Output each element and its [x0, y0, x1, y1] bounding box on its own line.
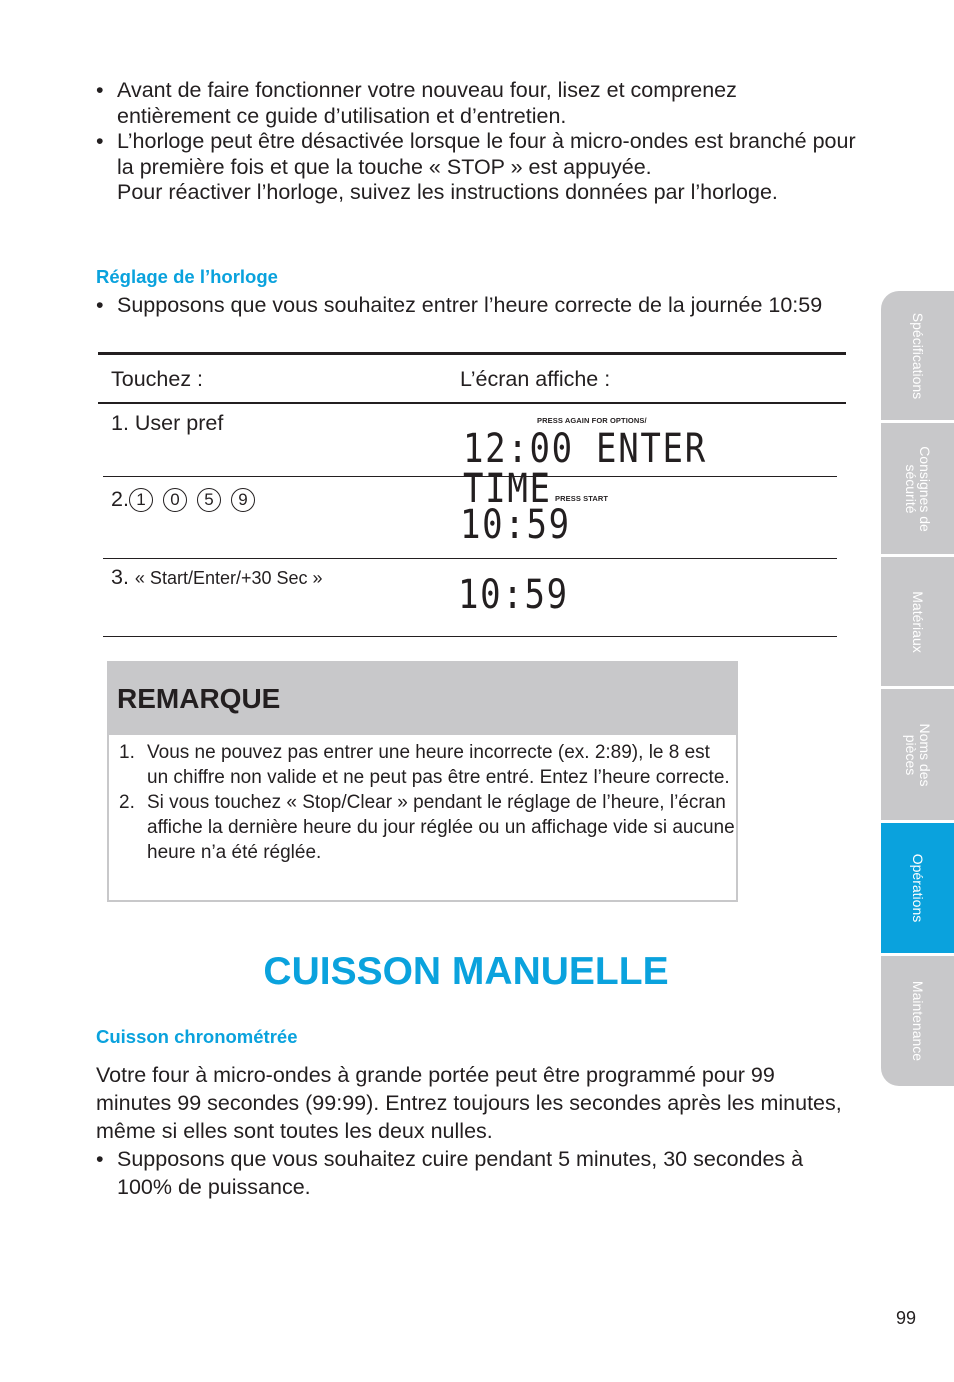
- bullet-dot: •: [96, 1147, 104, 1171]
- tab-maintenance[interactable]: [881, 956, 954, 1086]
- bullet-dot: •: [96, 293, 104, 317]
- tab-label: Maintenance: [909, 980, 926, 1062]
- manual-subheading: Cuisson chronométrée: [96, 1026, 298, 1047]
- note-list: [109, 735, 736, 865]
- row-3-text: « Start/Enter/+30 Sec »: [134, 568, 323, 588]
- tab-safety[interactable]: [881, 423, 954, 554]
- note-item: [119, 740, 736, 790]
- key-0-icon: 0: [163, 488, 187, 512]
- manual-body: [96, 1061, 856, 1201]
- col-header-touch: Touchez :: [111, 367, 204, 391]
- clock-bullets: [96, 292, 856, 319]
- side-tabs: [881, 291, 954, 1089]
- row-2-display-hint: PRESS START: [555, 494, 609, 503]
- section-title: CUISSON MANUELLE: [263, 950, 669, 993]
- tab-label: Spécifications: [909, 312, 926, 399]
- row-1-display-hint: PRESS AGAIN FOR OPTIONS/: [537, 416, 647, 425]
- row-2-touch: [111, 487, 265, 512]
- note-item-2-number: 2.: [119, 792, 135, 813]
- row-3-display: 10:59: [458, 572, 569, 618]
- row-2-prefix: 2.: [111, 487, 129, 511]
- intro-bullet-2: [96, 129, 856, 206]
- row-2-display: 10:59: [460, 502, 571, 548]
- note-title: REMARQUE: [109, 663, 736, 735]
- note-item-2-text: Si vous touchez « Stop/Clear » pendant le réglage de l’heure, l’écran affiche la dernière heure du jour réglée ou un affichage vide si aucune heure n’a été réglée.: [147, 792, 735, 863]
- tab-label: Matériaux: [909, 590, 926, 653]
- col-header-display: L’écran affiche :: [460, 367, 611, 391]
- tab-label: Noms des pièces: [902, 722, 933, 787]
- intro-bullet-2-text: L’horloge peut être désactivée lorsque le four à micro-ondes est branché pour la première fois et que la touche « STOP » est appuyée.: [117, 129, 856, 179]
- key-9-icon: 9: [231, 488, 255, 512]
- tab-operations[interactable]: [881, 823, 954, 953]
- clock-heading: Réglage de l’horloge: [96, 266, 278, 287]
- intro-bullet-2-continuation: Pour réactiver l’horloge, suivez les instructions données par l’horloge.: [117, 180, 778, 204]
- manual-paragraph: Votre four à micro-ondes à grande portée peut être programmé pour 99 minutes 99 secondes (99:99). Entrez toujours les secondes après les minutes, même si elles sont toutes les deux nulles.: [96, 1063, 842, 1143]
- table-row: [103, 559, 837, 637]
- key-1-icon: 1: [129, 488, 153, 512]
- note-box: [107, 661, 738, 902]
- clock-table: [98, 352, 846, 637]
- row-1-display: 12:00 ENTER TIME: [463, 426, 707, 512]
- clock-bullet: [96, 292, 856, 319]
- note-item-1-number: 1.: [119, 742, 135, 763]
- table-header: [98, 355, 846, 402]
- bullet-dot: •: [96, 78, 104, 102]
- page-number: 99: [896, 1308, 917, 1328]
- key-5-icon: 5: [197, 488, 221, 512]
- intro-bullets: [96, 78, 856, 206]
- note-item: [119, 790, 736, 865]
- note-item-1-text: Vous ne pouvez pas entrer une heure incorrecte (ex. 2:89), le 8 est un chiffre non valide et ne peut pas être entré. Entez l’heure correcte.: [147, 742, 730, 788]
- bullet-dot: •: [96, 129, 104, 153]
- row-3-touch: [111, 565, 323, 590]
- row-1-touch: 1. User pref: [111, 411, 224, 435]
- clock-bullet-text: Supposons que vous souhaitez entrer l’heure correcte de la journée 10:59: [117, 293, 823, 317]
- tab-parts[interactable]: [881, 689, 954, 820]
- intro-bullet-1-text: Avant de faire fonctionner votre nouveau four, lisez et comprenez entièrement ce guide d’utilisation et d’entretien.: [117, 78, 737, 128]
- intro-bullet-1: [96, 78, 856, 129]
- tab-materials[interactable]: [881, 557, 954, 686]
- tab-specifications[interactable]: [881, 291, 954, 420]
- manual-bullet-text: Supposons que vous souhaitez cuire pendant 5 minutes, 30 secondes à 100% de puissance.: [117, 1147, 804, 1199]
- tab-label: Consignes de sécurité: [902, 445, 933, 532]
- manual-bullet: [96, 1145, 856, 1201]
- tab-label: Opérations: [909, 853, 926, 923]
- table-row: [103, 477, 837, 559]
- row-3-number: 3.: [111, 565, 129, 589]
